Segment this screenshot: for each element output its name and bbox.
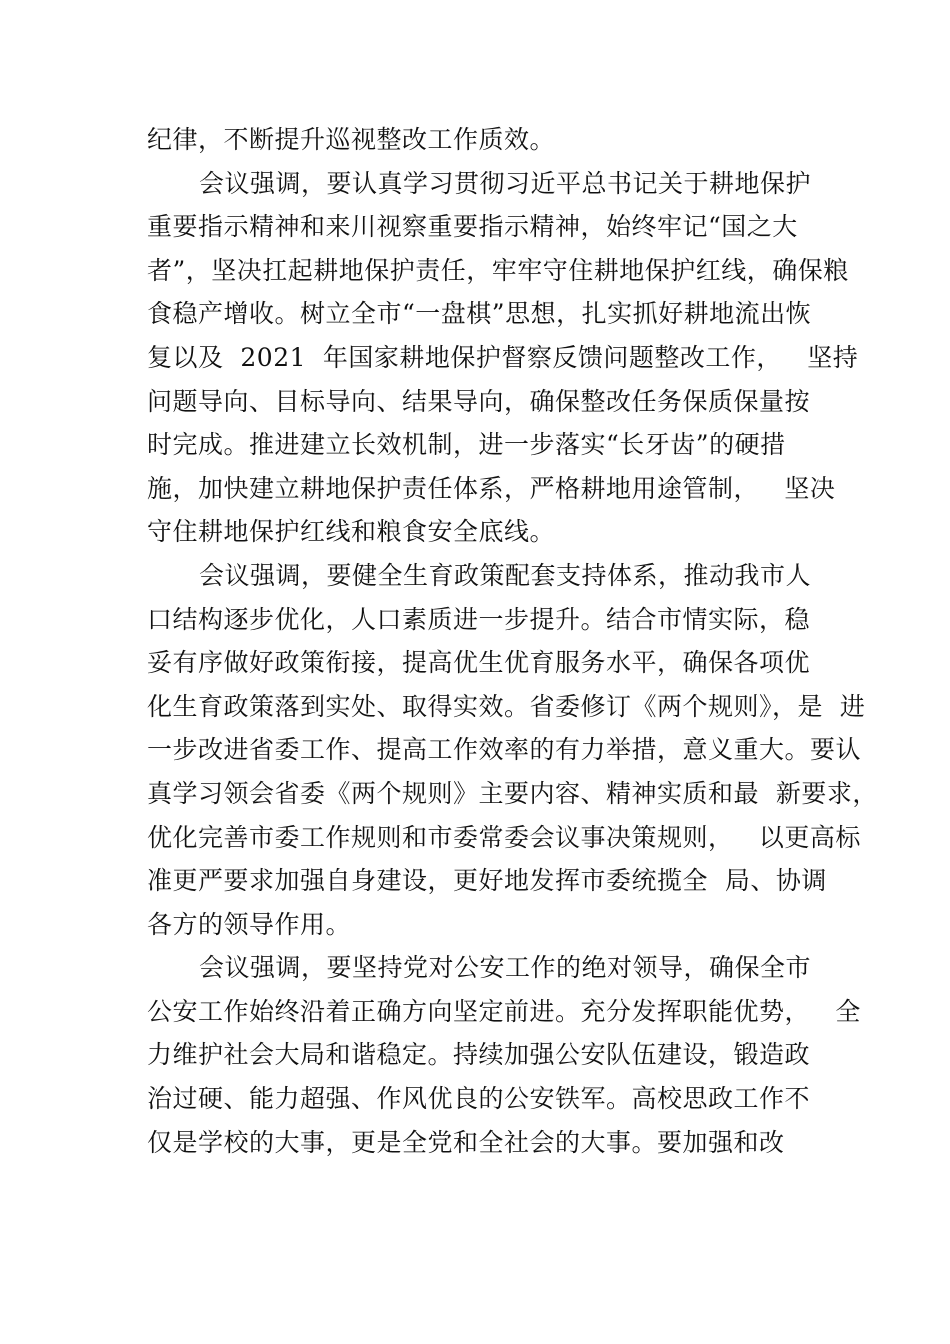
text-line: 守住耕地保护红线和粮食安全底线。 xyxy=(147,517,556,547)
paragraph-first-line: 会议强调，要健全生育政策配套支持体系，推动我市人 xyxy=(199,560,812,590)
text-line: 食稳产增收。树立全市“一盘棋”思想，扎实抓好耕地流出恢 xyxy=(147,299,812,329)
text-line: 仅是学校的大事，更是全党和全社会的大事。要加强和改 xyxy=(147,1127,785,1157)
text-line: 者”，坚决扛起耕地保护责任，牢牢守住耕地保护红线，确保粮 xyxy=(147,255,849,285)
text-line: 妥有序做好政策衔接，提高优生优育服务水平，确保各项优 xyxy=(147,648,811,678)
document-body xyxy=(147,118,878,1164)
text-line: 真学习领会省委《两个规则》主要内容、精神实质和最 新要求， xyxy=(147,778,878,808)
text-line: 重要指示精神和来川视察重要指示精神，始终牢记“国之大 xyxy=(147,212,798,242)
paragraph-first-line: 会议强调，要坚持党对公安工作的绝对领导，确保全市 xyxy=(199,953,812,983)
paragraph-first-line: 会议强调，要认真学习贯彻习近平总书记关于耕地保护 xyxy=(199,168,812,198)
text-line: 准更严要求加强自身建设，更好地发挥市委统揽全 局、协调 xyxy=(147,866,827,896)
text-line: 治过硬、能力超强、作风优良的公安铁军。高校思政工作不 xyxy=(147,1084,811,1114)
text-line: 力维护社会大局和谐稳定。持续加强公安队伍建设，锻造政 xyxy=(147,1040,811,1070)
text-line: 一步改进省委工作、提高工作效率的有力举措，意义重大。要认 xyxy=(147,735,862,765)
text-line: 纪律，不断提升巡视整改工作质效。 xyxy=(147,125,556,154)
text-line: 各方的领导作用。 xyxy=(147,909,352,939)
text-line: 时完成。推进建立长效机制，进一步落实“长牙齿”的硬措 xyxy=(147,430,786,460)
text-line: 施，加快建立耕地保护责任体系，严格耕地用途管制， 坚决 xyxy=(147,473,836,503)
text-line: 公安工作始终沿着正确方向坚定前进。充分发挥职能优势， 全 xyxy=(147,996,861,1026)
text-line: 优化完善市委工作规则和市委常委会议事决策规则， 以更高标 xyxy=(147,822,861,852)
text-line: 口结构逐步优化，人口素质进一步提升。结合市情实际，稳 xyxy=(147,604,811,634)
text-line: 化生育政策落到实处、取得实效。省委修订《两个规则》，是 进 xyxy=(147,691,866,721)
text-line: 复以及 2021 年国家耕地保护督察反馈问题整改工作， 坚持 xyxy=(147,342,859,372)
text-line: 问题导向、目标导向、结果导向，确保整改任务保质保量按 xyxy=(147,386,811,416)
